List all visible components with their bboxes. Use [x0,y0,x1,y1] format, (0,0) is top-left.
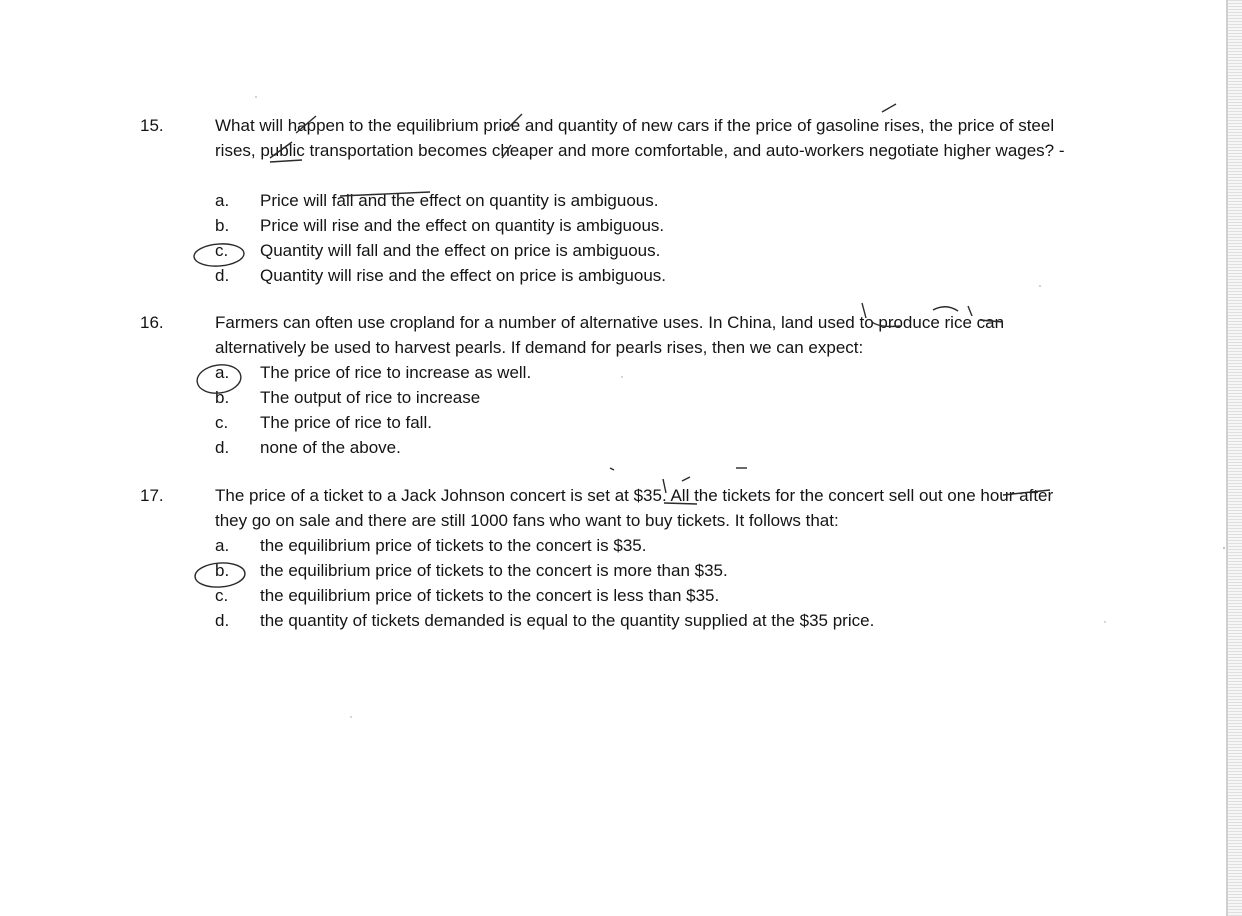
option-d[interactable] [0,263,900,288]
option-d[interactable] [0,608,900,633]
pen-stroke [882,104,896,112]
option-letter: b. [215,561,230,580]
option-letter: c. [215,241,229,260]
option-text: the quantity of tickets demanded is equal to the quantity supplied at the $35 price. [260,611,875,630]
question-number: 16. [140,313,164,332]
option-letter: b. [215,388,230,407]
option-text: Quantity will fall and the effect on price is ambiguous. [260,241,661,260]
question-text: What will happen to the equilibrium price and quantity of new cars if the price of gasoline rises, the price of steel rises, public transportation becomes cheaper and more comfortable, and auto-workers negotiate higher wages? - [215,116,1065,160]
question-text: The price of a ticket to a Jack Johnson concert is set at $35. All the tickets for the concert sell out one hour after they go on sale and there are still 1000 fans who want to buy tickets. It follows that: [215,486,1054,530]
option-text: The price of rice to increase as well. [260,363,532,382]
scan-edge-texture [1228,0,1242,916]
option-letter: a. [215,191,230,210]
option-a[interactable] [0,188,900,213]
option-a[interactable] [0,360,900,385]
scan-speck [255,96,257,98]
pen-stroke [682,477,690,481]
option-letter: c. [215,413,229,432]
option-letter: d. [215,438,230,457]
option-d[interactable] [0,435,900,460]
option-c[interactable] [0,238,900,263]
option-b[interactable] [0,558,900,583]
option-text: the equilibrium price of tickets to the concert is less than $35. [260,586,720,605]
option-text: Price will fall and the effect on quantity is ambiguous. [260,191,659,210]
option-c[interactable] [0,410,900,435]
question-number: 17. [140,486,164,505]
option-a[interactable] [0,533,900,558]
option-letter: a. [215,536,230,555]
option-letter: d. [215,611,230,630]
scan-speck [1223,547,1225,549]
scan-speck [350,716,351,717]
question-15 [0,113,1200,293]
question-17 [0,483,1200,643]
option-b[interactable] [0,213,900,238]
option-letter: c. [215,586,229,605]
option-text: Price will rise and the effect on quantity is ambiguous. [260,216,665,235]
option-text: none of the above. [260,438,401,457]
option-b[interactable] [0,385,900,410]
option-text: the equilibrium price of tickets to the concert is $35. [260,536,647,555]
option-c[interactable] [0,583,900,608]
option-letter: b. [215,216,230,235]
option-letter: d. [215,266,230,285]
question-number: 15. [140,116,164,135]
question-16 [0,310,1200,470]
option-text: the equilibrium price of tickets to the concert is more than $35. [260,561,728,580]
question-text: Farmers can often use cropland for a number of alternative uses. In China, land used to produce rice can alternatively be used to harvest pearls. If demand for pearls rises, then we can expect: [215,313,1005,357]
option-text: Quantity will rise and the effect on price is ambiguous. [260,266,667,285]
option-letter: a. [215,363,230,382]
option-text: The output of rice to increase [260,388,481,407]
option-text: The price of rice to fall. [260,413,432,432]
